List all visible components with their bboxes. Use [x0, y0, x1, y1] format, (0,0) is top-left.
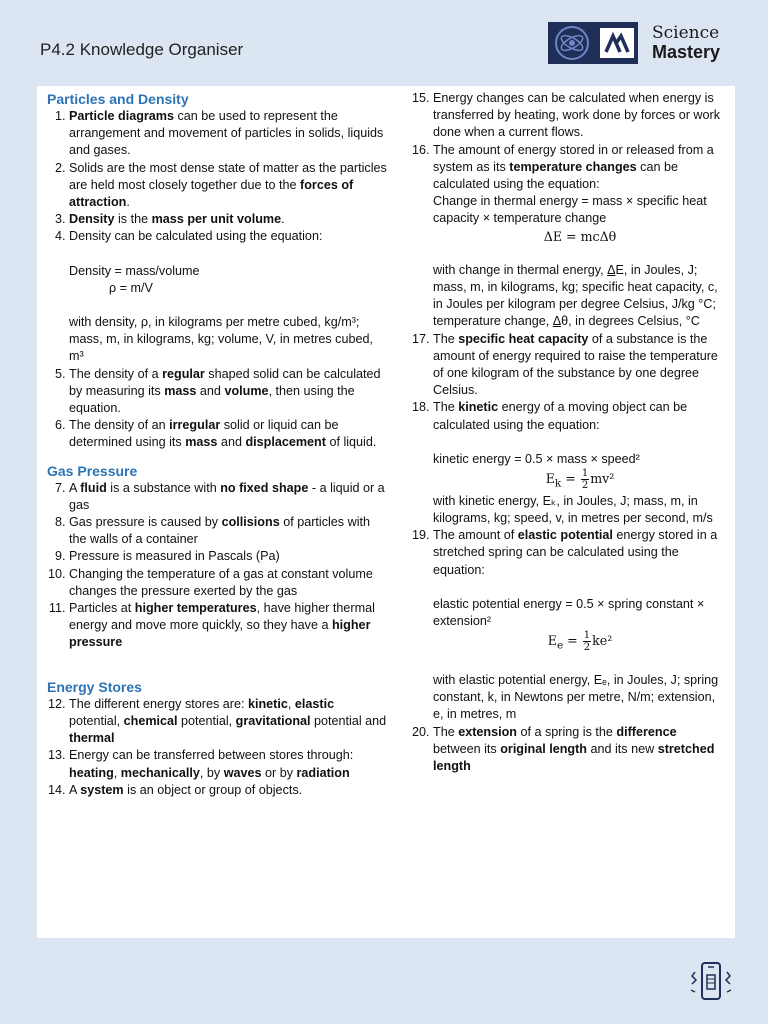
- list-item-13: 13. Energy can be transferred between stores through: heating, mechanically, by waves or by radiation: [69, 747, 387, 781]
- list-item-20: 20. The extension of a spring is the difference between its original length and its new stretched length: [433, 724, 727, 776]
- phone-vibrate-icon: [686, 958, 736, 1013]
- energy-list: [47, 696, 387, 799]
- density-equation-words: Density = mass/volume: [69, 263, 200, 278]
- list-item-12: 12. The different energy stores are: kinetic, elastic potential, chemical potential, gravitational potential and thermal: [69, 696, 387, 748]
- particles-list: [47, 108, 387, 452]
- list-item-3: 3. Density is the mass per unit volume.: [69, 211, 387, 228]
- chevron-logo-icon: [600, 28, 634, 58]
- density-equation-symbols: ρ = m/V: [109, 280, 153, 295]
- list-item-4: 4. Density can be calculated using the equation: Density = mass/volume ρ = m/V with density, ρ, in kilograms per metre cubed, kg/m³; mass, m, in kilograms, kg; volume, V, in metres cubed, m³: [69, 228, 387, 365]
- section-heading-energy: Energy Stores: [47, 678, 142, 695]
- brand-line-1: Science: [652, 23, 720, 43]
- energy-list-continued: [411, 90, 727, 775]
- kinetic-energy-equation: $E_k$ = $\frac{1}{2}$ mv²: [545, 468, 615, 492]
- list-item-2: 2. Solids are the most dense state of matter as the particles are held most closely together due to the forces of attraction.: [69, 160, 387, 212]
- list-item-16: 16. The amount of energy stored in or released from a system as its temperature changes can be calculated using the equation: Change in thermal energy = mass × specific heat capacity × temperature change ΔE = mcΔθ with change in thermal energy, ΔE, in Joules, J; mass, m, in kilograms, kg; specific heat capacity, c, in Joules per kilogram per degree Celsius, J/kg °C; temperature change, Δθ, in degrees Celsius, °C: [433, 142, 727, 331]
- list-item-5: 5. The density of a regular shaped solid can be calculated by measuring its mass and volume, then using the equation.: [69, 366, 387, 418]
- list-item-15: 15. Energy changes can be calculated when energy is transferred by heating, work done by forces or work done when a current flows.: [433, 90, 727, 142]
- brand-name: [652, 24, 720, 62]
- page-title: P4.2 Knowledge Organiser: [40, 40, 244, 59]
- list-item-6: 6. The density of an irregular solid or liquid can be determined using its mass and displacement of liquid.: [69, 417, 387, 451]
- gas-list: [47, 480, 387, 652]
- list-item-7: 7. A fluid is a substance with no fixed shape - a liquid or a gas: [69, 480, 387, 514]
- list-item-11: 11. Particles at higher temperatures, have higher thermal energy and move more quickly, so they have a higher pressure: [69, 600, 387, 652]
- brand-logo: [548, 22, 720, 64]
- list-item-10: 10. Changing the temperature of a gas at constant volume changes the pressure exerted by the gas: [69, 566, 387, 600]
- list-item-1: 1. Particle diagrams can be used to represent the arrangement and movement of particles in solids, liquids and gases.: [69, 108, 387, 160]
- left-column: [47, 90, 387, 799]
- brand-line-2: Mastery: [652, 42, 721, 62]
- list-item-17: 17. The specific heat capacity of a substance is the amount of energy required to raise the temperature of one kilogram of the substance by one degree Celsius.: [433, 331, 727, 400]
- atom-icon: [553, 24, 591, 62]
- organiser-panel: [37, 86, 735, 938]
- section-heading-particles: Particles and Density: [47, 91, 189, 107]
- list-item-8: 8. Gas pressure is caused by collisions of particles with the walls of a container: [69, 514, 387, 548]
- list-item-19: 19. The amount of elastic potential energy stored in a stretched spring can be calculated using the equation: elastic potential energy = 0.5 × spring constant × extension² $E_e$ = $\frac{1}{2}$ ke² with elastic potential energy, Eₑ, in Joules, J; spring constant, k, in Newtons per metre, N/m; extension, e, in metres, m: [433, 527, 727, 723]
- section-heading-gas: Gas Pressure: [47, 462, 138, 479]
- list-item-9: 9. Pressure is measured in Pascals (Pa): [69, 548, 387, 565]
- right-column: [411, 90, 727, 775]
- elastic-energy-equation: $E_e$ = $\frac{1}{2}$ ke²: [547, 630, 613, 654]
- thermal-energy-equation: ΔE = mcΔθ: [543, 228, 617, 244]
- list-item-18: 18. The kinetic energy of a moving object can be calculated using the equation: kinetic energy = 0.5 × mass × speed² $E_k$ = $\frac{1}{2}$ mv² with kinetic energy, Eₖ, in Joules, J; mass, m, in kilograms, kg; speed, v, in metres per second, m/s: [433, 399, 727, 527]
- brand-badge: [548, 22, 638, 64]
- list-item-14: 14. A system is an object or group of objects.: [69, 782, 387, 799]
